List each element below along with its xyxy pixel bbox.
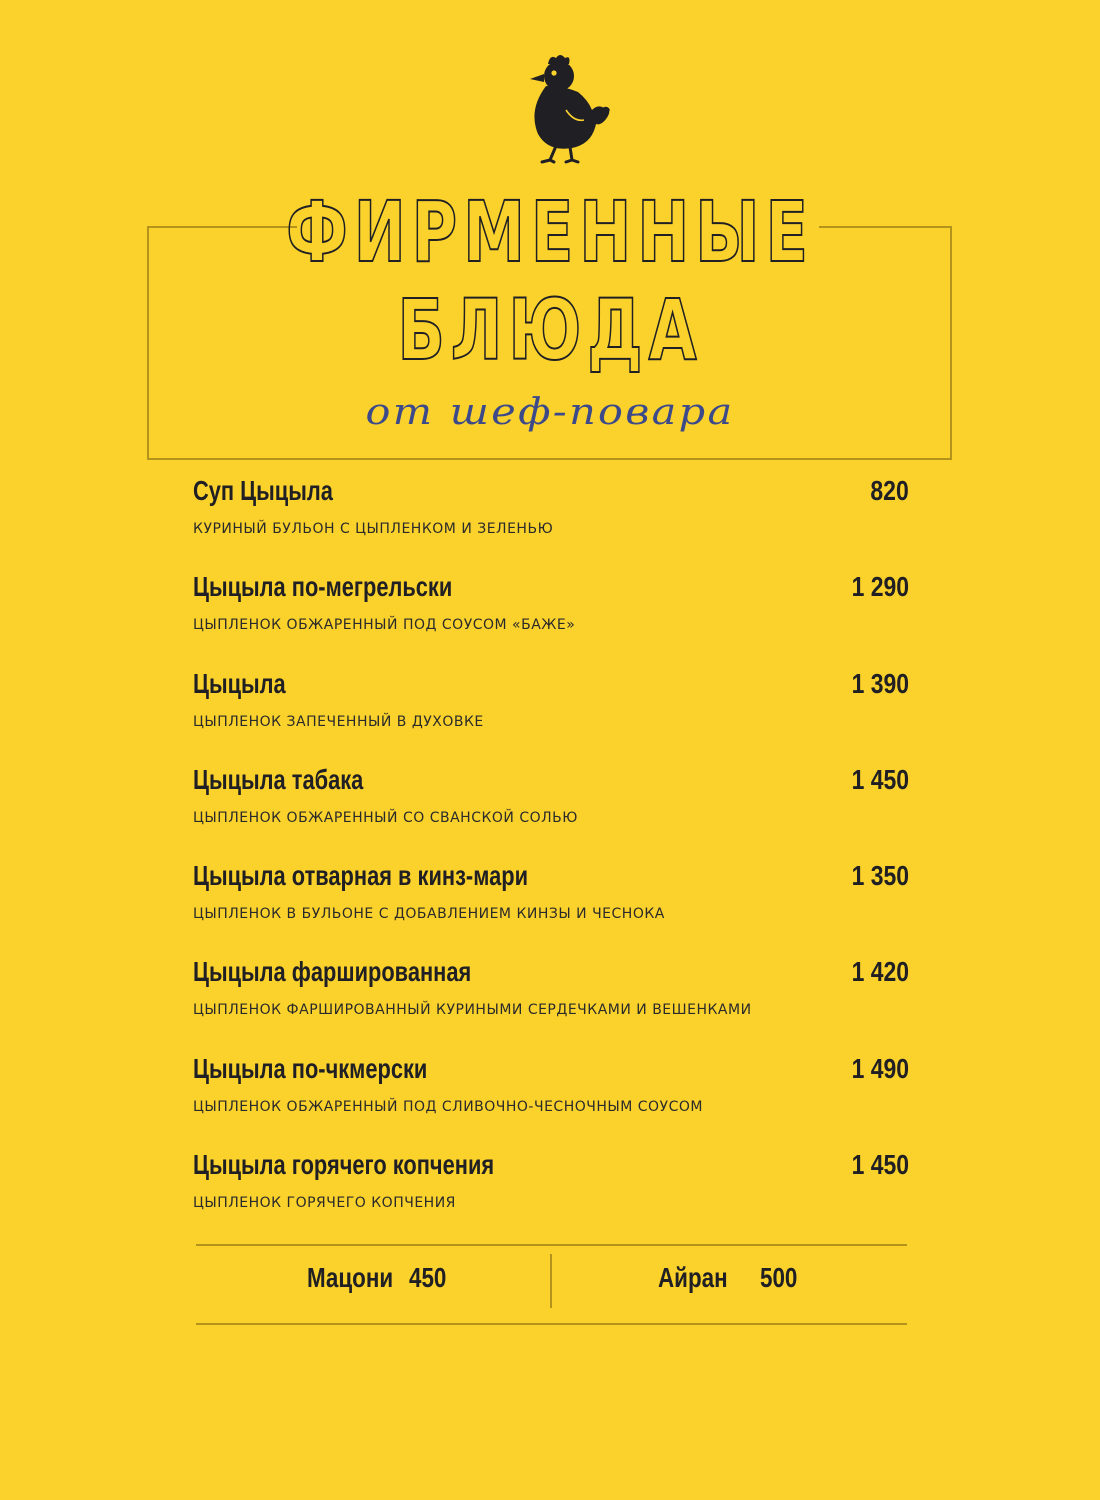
page-title-line1: ФИРМЕННЫЕ — [286, 183, 814, 281]
menu-item — [193, 764, 909, 860]
menu-item-price: 1 450 — [851, 1149, 909, 1181]
drinks-bottom-rule — [196, 1323, 907, 1325]
chick-icon — [522, 52, 614, 164]
menu-item-description: КУРИНЫЙ БУЛЬОН С ЦЫПЛЕНКОМ И ЗЕЛЕНЬЮ — [193, 521, 554, 537]
menu-item-description: ЦЫПЛЕНОК ЗАПЕЧЕННЫЙ В ДУХОВКЕ — [193, 713, 484, 730]
menu-item-name: Цыцыла фаршированная — [193, 956, 472, 988]
menu-item — [193, 475, 909, 571]
menu-item-name: Цыцыла по-мегрельски — [193, 571, 453, 603]
menu-item-price: 1 290 — [851, 571, 909, 603]
drink-price: 450 — [409, 1262, 447, 1293]
menu-item-name: Цыцыла горячего копчения — [193, 1149, 495, 1181]
menu-item-name: Цыцыла табака — [193, 763, 364, 795]
menu-item — [193, 668, 909, 764]
menu-item-price: 1 420 — [851, 956, 909, 988]
menu-item — [193, 571, 909, 667]
menu-item-description: ЦЫПЛЕНОК ОБЖАРЕННЫЙ СО СВАНСКОЙ СОЛЬЮ — [193, 809, 578, 826]
page-subtitle: от шеф-повара — [365, 392, 735, 433]
menu-item-price: 1 450 — [851, 763, 909, 795]
page-title-line2: БЛЮДА — [397, 281, 703, 379]
menu-item-name: Суп Цыцыла — [193, 475, 333, 506]
menu-item — [193, 956, 909, 1052]
menu-item-description: ЦЫПЛЕНОК ОБЖАРЕННЫЙ ПОД СЛИВОЧНО-ЧЕСНОЧНЫМ СОУСОМ — [193, 1098, 703, 1115]
menu-item — [193, 1149, 909, 1245]
menu-list — [193, 475, 909, 1245]
menu-item-price: 1 350 — [851, 860, 909, 892]
menu-item-description: ЦЫПЛЕНОК В БУЛЬОНЕ С ДОБАВЛЕНИЕМ КИНЗЫ И ЧЕСНОКА — [193, 906, 665, 923]
menu-item-name: Цыцыла по-чкмерски — [193, 1052, 428, 1084]
menu-item-name: Цыцыла — [193, 667, 286, 699]
menu-item — [193, 860, 909, 956]
drink-name: Айран — [658, 1262, 728, 1293]
drink-name: Мацони — [307, 1262, 394, 1293]
drinks-divider — [550, 1254, 552, 1308]
menu-item-price: 1 490 — [851, 1052, 909, 1084]
menu-item-description: ЦЫПЛЕНОК ФАРШИРОВАННЫЙ КУРИНЫМИ СЕРДЕЧКАМИ И ВЕШЕНКАМИ — [193, 1002, 752, 1019]
menu-item-description: ЦЫПЛЕНОК ОБЖАРЕННЫЙ ПОД СОУСОМ «БАЖЕ» — [193, 617, 576, 634]
menu-item-description: ЦЫПЛЕНОК ГОРЯЧЕГО КОПЧЕНИЯ — [193, 1195, 456, 1212]
menu-item-name: Цыцыла отварная в кинз-мари — [193, 860, 528, 892]
menu-item-price: 1 390 — [851, 667, 909, 699]
menu-item — [193, 1053, 909, 1149]
drinks-top-rule — [196, 1244, 907, 1246]
drink-price: 500 — [760, 1262, 798, 1293]
menu-item-price: 820 — [870, 475, 909, 506]
